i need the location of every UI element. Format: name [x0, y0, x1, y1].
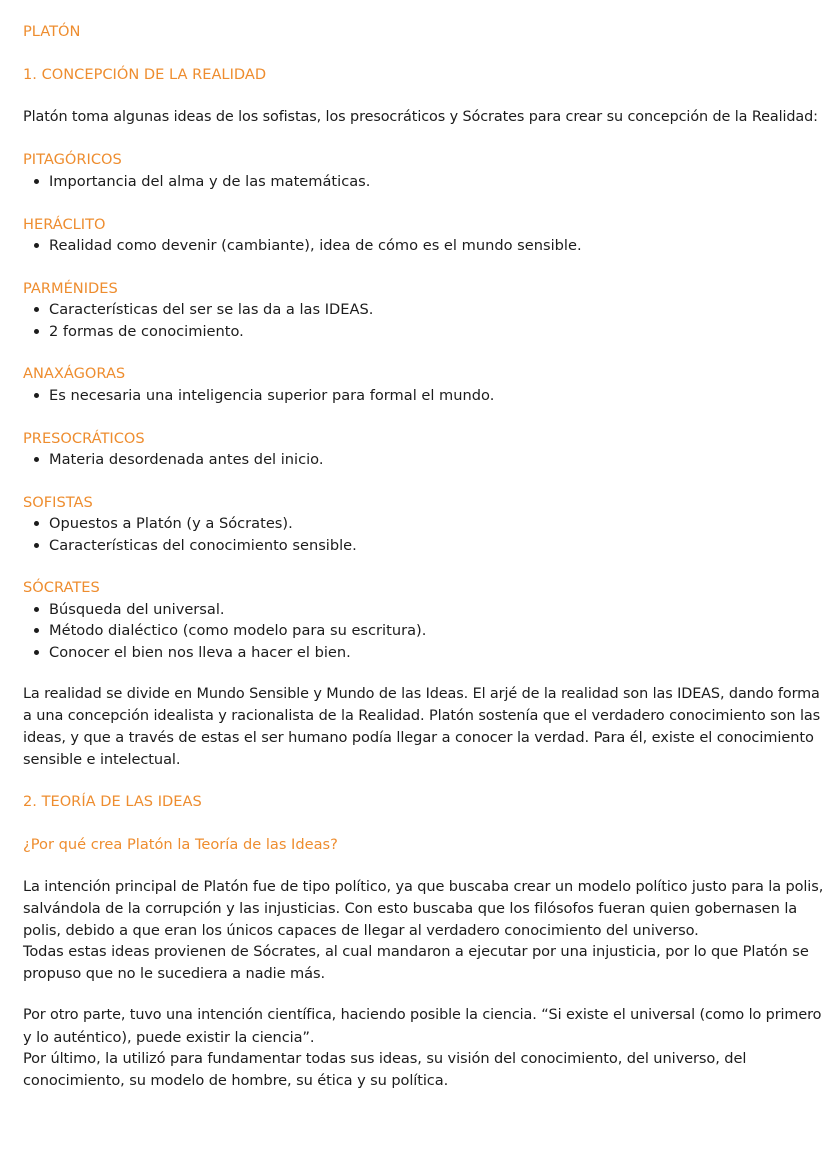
- list-item: Importancia del alma y de las matemáticas.: [23, 171, 823, 192]
- group-heading: HERÁCLITO: [23, 215, 106, 233]
- bullet-icon: [34, 307, 39, 312]
- bullet-icon: [34, 243, 39, 248]
- group-heading: SOFISTAS: [23, 493, 93, 511]
- bullet-icon: [34, 393, 39, 398]
- group-heraclito: [23, 214, 823, 257]
- section-2-paragraph-2: [23, 1005, 823, 1091]
- list-item: Opuestos a Platón (y a Sócrates).: [23, 513, 823, 534]
- group-pitagoricos: [23, 149, 823, 192]
- section-1-conclusion: [23, 684, 823, 770]
- list-item: Es necesaria una inteligencia superior para formal el mundo.: [23, 385, 823, 406]
- bullet-icon: [34, 521, 39, 526]
- group-socrates: [23, 577, 823, 663]
- paragraph-line: La realidad se divide en Mundo Sensible y Mundo de las Ideas. El arjé de la realidad son las IDEAS, dando forma: [23, 686, 820, 703]
- group-heading: PARMÉNIDES: [23, 279, 118, 297]
- paragraph-line: salvándola de la corrupción y las injusticias. Con esto buscaba que los filósofos fueran quien gobernasen la: [23, 900, 798, 918]
- paragraph-line: Todas estas ideas provienen de Sócrates, al cual mandaron a ejecutar por una injusticia, por lo que Platón se: [23, 943, 809, 961]
- paragraph-line: ideas, y que a través de estas el ser humano podía llegar a conocer la verdad. Para él, existe el conocimiento: [23, 729, 814, 747]
- group-parmenides: [23, 278, 823, 342]
- list-item: Búsqueda del universal.: [23, 599, 823, 620]
- bullet-icon: [34, 543, 39, 548]
- paragraph-line: polis, debido a que eran los únicos capaces de llegar al verdadero conocimiento del universo.: [23, 921, 699, 939]
- group-heading: ANAXÁGORAS: [23, 365, 126, 383]
- list-item: Conocer el bien nos lleva a hacer el bien.: [23, 642, 823, 663]
- document-page: [23, 21, 823, 1091]
- group-presocraticos: [23, 428, 823, 471]
- paragraph-line: Por otro parte, tuvo una intención científica, haciendo posible la ciencia. “Si existe el universal (como lo primero: [23, 1007, 822, 1024]
- section-1-intro: Platón toma algunas ideas de los sofistas, los presocráticos y Sócrates para crear su concepción de la Realidad:: [23, 108, 818, 125]
- bullet-icon: [34, 457, 39, 462]
- list-item: Método dialéctico (como modelo para su escritura).: [23, 620, 823, 641]
- group-heading: PRESOCRÁTICOS: [23, 429, 145, 447]
- list-item: Características del conocimiento sensible.: [23, 535, 823, 556]
- list-item: Características del ser se las da a las IDEAS.: [23, 299, 823, 320]
- paragraph-line: y lo auténtico), puede existir la ciencia”.: [23, 1028, 315, 1046]
- paragraph-line: sensible e intelectual.: [23, 750, 181, 768]
- bullet-list: [23, 235, 823, 256]
- bullet-list: [23, 171, 823, 192]
- section-2-question: ¿Por qué crea Platón la Teoría de las Ideas?: [23, 836, 338, 854]
- section-1-heading: 1. CONCEPCIÓN DE LA REALIDAD: [23, 65, 267, 83]
- paragraph-line: propuso que no le sucediera a nadie más.: [23, 964, 326, 982]
- section-2-paragraph-1: [23, 877, 823, 984]
- group-sofistas: [23, 492, 823, 556]
- group-anaxagoras: [23, 363, 823, 406]
- bullet-list: [23, 299, 823, 342]
- bullet-icon: [34, 329, 39, 334]
- bullet-icon: [34, 607, 39, 612]
- section-2-heading: 2. TEORÍA DE LAS IDEAS: [23, 793, 202, 811]
- paragraph-line: La intención principal de Platón fue de tipo político, ya que buscaba crear un modelo político justo para la polis,: [23, 879, 824, 896]
- paragraph-line: Por último, la utilizó para fundamentar todas sus ideas, su visión del conocimiento, del universo, del: [23, 1050, 747, 1068]
- group-heading: PITAGÓRICOS: [23, 151, 122, 169]
- document-title: PLATÓN: [23, 23, 81, 40]
- list-item: Realidad como devenir (cambiante), idea de cómo es el mundo sensible.: [23, 235, 823, 256]
- list-item: Materia desordenada antes del inicio.: [23, 449, 823, 470]
- bullet-icon: [34, 179, 39, 184]
- bullet-list: [23, 449, 823, 470]
- list-item: 2 formas de conocimiento.: [23, 321, 823, 342]
- paragraph-line: a una concepción idealista y racionalista de la Realidad. Platón sostenía que el verdadero conocimiento son las: [23, 707, 821, 724]
- bullet-list: [23, 599, 823, 663]
- bullet-list: [23, 385, 823, 406]
- bullet-icon: [34, 628, 39, 633]
- bullet-icon: [34, 650, 39, 655]
- group-heading: SÓCRATES: [23, 579, 100, 597]
- bullet-list: [23, 513, 823, 556]
- paragraph-line: conocimiento, su modelo de hombre, su ética y su política.: [23, 1071, 449, 1089]
